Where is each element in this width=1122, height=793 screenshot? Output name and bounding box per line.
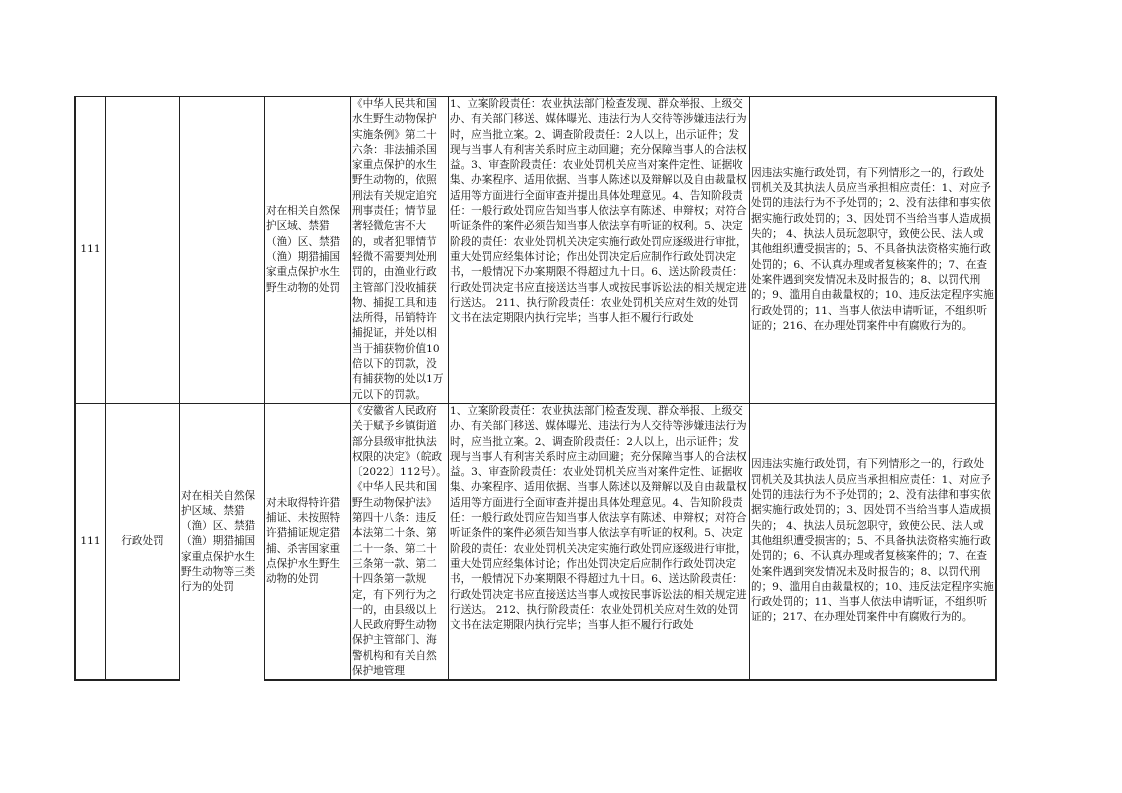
item-name: 对在相关自然保护区域、禁猎（渔）区、禁猎（渔）期猎捕国家重点保护水生野生动物等三类行为的处罚 [180, 403, 265, 680]
table-row [75, 403, 996, 680]
item-category [106, 97, 180, 404]
item-name [180, 97, 265, 404]
item-category: 行政处罚 [106, 403, 180, 680]
row-number: 111 [75, 97, 106, 404]
subitem-name: 对在相关自然保护区域、禁猎（渔）区、禁猎（渔）期猎捕国家重点保护水生野生动物的处罚 [265, 97, 351, 404]
row-number: 111 [75, 403, 106, 680]
penalty-table [74, 96, 997, 681]
responsibility-text: 1、立案阶段责任：农业执法部门检查发现、群众举报、上级交办、有关部门移送、媒体曝光、违法行为人交待等涉嫌违法行为时，应当批立案。2、调查阶段责任：2人以上，出示证件；发现与当事人有利害关系时应主动回避；充分保障当事人的合法权益。3、审查阶段责任：农业处罚机关应当对案件定性、证据收集、办案程序、适用依据、当事人陈述以及辩解以及自由裁量权适用等方面进行全面审查并提出具体处理意见。4、告知阶段责任：一般行政处罚应告知当事人依法享有陈述、申辩权；对符合听证条件的案件必须告知当事人依法享有听证的权利。5、决定阶段的责任：农业处罚机关决定实施行政处罚应逐级进行审批，重大处罚应经集体讨论；作出处罚决定后应制作行政处罚决定书，一般情况下办案期限不得超过九十日。6、送达阶段责任：行政处罚决定书应直接送达当事人或按民事诉讼法的相关规定进行送达。 211、执行阶段责任：农业处罚机关应对生效的处罚文书在法定期限内执行完毕；当事人拒不履行行政处 [450, 98, 747, 325]
legal-basis: 《中华人民共和国水生野生动物保护实施条例》第二十六条：非法捕杀国家重点保护的水生野生动物的，依照刑法有关规定追究刑事责任；情节显著轻微危害不大的，或者犯罪情节轻微不需要判处刑罚的，由渔业行政主管部门没收捕获物、捕捉工具和违法所得，吊销特许捕捉证，并处以相当于捕获物价值10倍以下的罚款，没有捕获物的处以1万元以下的罚款。 [352, 98, 444, 401]
liability-text: 因违法实施行政处罚，有下列情形之一的，行政处罚机关及其执法人员应当承担相应责任：1、对应予处罚的违法行为不予处罚的；2、没有法律和事实依据实施行政处罚的；3、因处罚不当给当事人造成损失的； 4、执法人员玩忽职守，致使公民、法人或其他组织遭受损害的；5、不具备执法资格实施行政处罚的；6、不认真办理或者复核案件的；7、在查处案件遇到突发情况未及时报告的；8、以罚代刑的；9、滥用自由裁量权的；10、违反法定程序实施行政处罚的；11、当事人依法申请听证，不组织听证的；216、在办理处罚案件中有腐败行为的。 [750, 97, 997, 404]
table-row [75, 97, 996, 404]
subitem-name: 对未取得特许猎捕证、未按照特许猎捕证规定猎捕、杀害国家重点保护水生野生动物的处罚 [265, 403, 351, 680]
responsibility-text: 1、立案阶段责任：农业执法部门检查发现、群众举报、上级交办、有关部门移送、媒体曝光、违法行为人交待等涉嫌违法行为时，应当批立案。2、调查阶段责任：2人以上，出示证件；发现与当事人有利害关系时应主动回避；充分保障当事人的合法权益。3、审查阶段责任：农业处罚机关应当对案件定性、证据收集、办案程序、适用依据、当事人陈述以及辩解以及自由裁量权适用等方面进行全面审查并提出具体处理意见。4、告知阶段责任：一般行政处罚应告知当事人依法享有陈述、申辩权；对符合听证条件的案件必须告知当事人依法享有听证的权利。5、决定阶段的责任：农业处罚机关决定实施行政处罚应逐级进行审批，重大处罚应经集体讨论；作出处罚决定后应制作行政处罚决定书，一般情况下办案期限不得超过九十日。6、送达阶段责任：行政处罚决定书应直接送达当事人或按民事诉讼法的相关规定进行送达。 212、执行阶段责任：农业处罚机关应对生效的处罚文书在法定期限内执行完毕；当事人拒不履行行政处 [450, 404, 747, 632]
liability-text: 因违法实施行政处罚，有下列情形之一的，行政处罚机关及其执法人员应当承担相应责任：1、对应予处罚的违法行为不予处罚的；2、没有法律和事实依据实施行政处罚的；3、因处罚不当给当事人造成损失的； 4、执法人员玩忽职守，致使公民、法人或其他组织遭受损害的；5、不具备执法资格实施行政处罚的；6、不认真办理或者复核案件的；7、在查处案件遇到突发情况未及时报告的；8、以罚代刑的；9、滥用自由裁量权的；10、违反法定程序实施行政处罚的；11、当事人依法申请听证，不组织听证的；217、在办理处罚案件中有腐败行为的。 [750, 403, 997, 680]
legal-basis: 《安徽省人民政府关于赋予乡镇街道部分县级审批执法权限的决定》（皖政〔2022〕112号）。《中华人民共和国野生动物保护法》第四十八条：违反本法第二十条、第二十一条、第二十三条第一款、第二十四条第一款规定，有下列行为之一的，由县级以上人民政府野生动物保护主管部门、海警机构和有关自然保护地管理 [352, 404, 447, 677]
